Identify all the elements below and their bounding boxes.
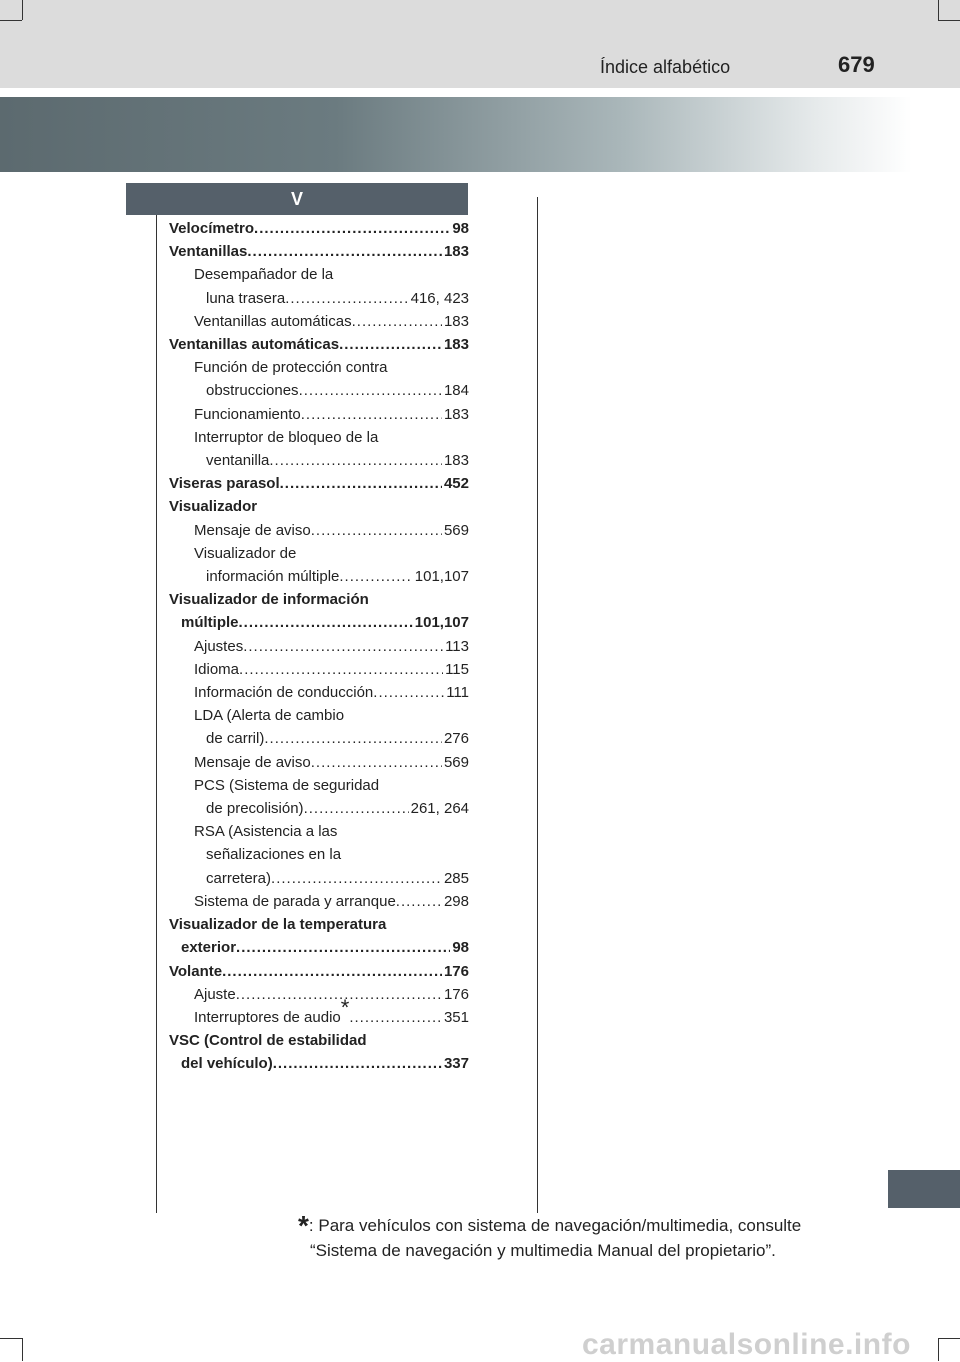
footnote [298,1210,858,1263]
index-entry [169,820,469,843]
index-entry-page: 351 [443,1008,469,1026]
index-entry [169,611,469,634]
index-entry-label: LDA (Alerta de cambio [194,707,345,725]
index-entry-label: ventanilla [206,452,270,470]
index-entry [169,588,469,611]
index-entry [169,936,469,959]
index-entry-page: 101,107 [414,614,469,632]
index-entry-label: múltiple [181,614,239,632]
index-entry-page: 183 [443,336,469,354]
index-entry [169,565,469,588]
index-entry [169,1029,469,1052]
dot-leader [264,727,442,750]
dot-leader [299,379,442,402]
dot-leader [373,681,444,704]
index-entry-label: Visualizador [169,498,258,516]
index-entry [169,681,469,704]
index-entry [169,913,469,936]
index-entry-page: 285 [443,869,469,887]
dot-leader [273,1052,442,1075]
index-entry [169,263,469,286]
crop-mark [938,1338,960,1339]
dot-leader [285,287,408,310]
index-entry [169,727,469,750]
index-entry [169,310,469,333]
index-entry [169,890,469,913]
index-entry [169,379,469,402]
index-entry-label: de carril) [206,730,265,748]
index-entry-page: 261, 264 [410,800,469,818]
crop-mark [0,20,22,21]
index-entry [169,287,469,310]
footnote-line-1: : Para vehículos con sistema de navegación/multimedia, consulte [308,1216,802,1235]
index-entry-label: luna trasera [206,289,286,307]
index-entry-label: Ventanillas automáticas [194,312,352,330]
dot-leader [396,890,442,913]
index-entry-label: Ventanillas automáticas [169,336,340,354]
crop-mark [22,1338,23,1361]
index-entry-page: 176 [443,985,469,1003]
index-entry-page: 101,107 [414,568,469,586]
index-entry [169,843,469,866]
index-entry-label: carretera) [206,869,272,887]
decorative-banner [0,97,960,172]
index-entry-label: Ajuste [194,985,236,1003]
index-entry-page: 183 [443,452,469,470]
index-entry [169,983,469,1006]
dot-leader [271,867,442,890]
index-entry-label: Mensaje de aviso [194,521,311,539]
crop-mark [938,0,939,20]
index-entry-label: Ajustes [194,637,244,655]
index-entry-page: 98 [452,220,469,237]
index-entry-label: obstrucciones [206,382,299,400]
index-entry [169,403,469,426]
dot-leader [311,751,442,774]
index-entry-label: del vehículo) [181,1055,273,1073]
footnote-asterisk: * [298,1210,309,1241]
index-entry-page: 569 [443,521,469,539]
index-entry-page: 115 [445,660,469,678]
index-entry-label: Visualizador de [194,544,297,562]
index-entry-page: 98 [452,939,469,957]
crop-mark [938,20,960,21]
dot-leader [243,635,443,658]
index-entry-label: RSA (Asistencia a las [194,823,338,841]
index-entry [169,333,469,356]
index-entry-label: Información de conducción [194,684,374,702]
dot-leader [280,472,442,495]
footnote-line-2: “Sistema de navegación y multimedia Manual del propietario”. [310,1241,776,1260]
index-entry-label: Función de protección contra [194,359,388,377]
index-entry [169,217,469,240]
index-entry [169,426,469,449]
index-entry-page: 183 [443,405,469,423]
index-entry-label: Funcionamiento [194,405,301,423]
index-entry-label: Idioma [194,660,240,678]
index-entry-label: Visualizador de la temperatura [169,916,387,934]
index-entry-label: Visualizador de información [169,591,369,609]
index-entry-page: 337 [443,1055,469,1073]
crop-mark [938,1338,939,1361]
index-entry [169,1052,469,1075]
index-entry-label: Velocímetro [169,220,255,237]
index-entry [169,658,469,681]
index-entry-label: VSC (Control de estabilidad [169,1032,367,1050]
dot-leader [222,960,442,983]
index-entry [169,704,469,727]
index-entry-label: exterior [181,939,237,957]
header-band [0,0,960,88]
dot-leader [304,797,409,820]
index-entry [169,449,469,472]
index-entry-page: 416, 423 [410,289,469,307]
index-entry-list [169,217,469,1076]
index-entry [169,960,469,983]
dot-leader [311,519,442,542]
asterisk-marker: * [340,994,350,1020]
index-entry-page: 276 [443,730,469,748]
column-divider-right [537,197,538,1213]
dot-leader [352,310,442,333]
index-entry-page: 113 [445,637,469,655]
index-entry [169,751,469,774]
watermark: carmanualsonline.info [582,1328,911,1361]
index-entry-label: Interruptor de bloqueo de la [194,428,379,446]
index-entry [169,635,469,658]
index-entry-label: Ventanillas [169,243,248,261]
index-entry-page: 569 [443,753,469,771]
index-entry-page: 298 [443,892,469,910]
index-entry-label: Desempañador de la [194,266,334,284]
index-entry-label: Volante [169,962,223,980]
index-entry-label: Viseras parasol [169,475,280,493]
index-entry-label: Interruptores de audio [194,1008,341,1026]
dot-leader [254,217,450,240]
index-entry-page: 183 [443,243,469,261]
chapter-tab [888,1170,960,1208]
index-entry [169,542,469,565]
dot-leader [239,611,413,634]
dot-leader [247,240,442,263]
dot-leader [236,936,450,959]
dot-leader [339,565,412,588]
index-entry [169,867,469,890]
index-entry-label: señalizaciones en la [206,846,342,864]
crop-mark [0,1338,22,1339]
index-entry-page: 452 [443,475,469,493]
index-entry-label: Sistema de parada y arranque [194,892,396,910]
index-entry-label: Mensaje de aviso [194,753,311,771]
page-number: 679 [838,52,875,77]
dot-leader [339,333,442,356]
index-entry-page: 183 [443,312,469,330]
index-entry [169,797,469,820]
dot-leader [301,403,442,426]
column-divider-left [156,215,157,1213]
index-entry [169,356,469,379]
index-entry-page: 111 [446,684,469,702]
index-entry-page: 184 [443,382,469,400]
index-entry [169,240,469,263]
index-entry-label: PCS (Sistema de seguridad [194,776,380,794]
index-letter-header: V [126,183,468,215]
index-entry [169,495,469,518]
crop-mark [22,0,23,20]
dot-leader [349,1006,442,1029]
dot-leader [236,983,442,1006]
index-entry [169,472,469,495]
dot-leader [269,449,442,472]
section-title: Índice alfabético [600,57,731,77]
index-entry [169,774,469,797]
index-entry-page: 176 [443,962,469,980]
dot-leader [239,658,443,681]
index-entry-label: de precolisión) [206,800,304,818]
index-entry-label: información múltiple [206,568,340,586]
index-entry [169,519,469,542]
